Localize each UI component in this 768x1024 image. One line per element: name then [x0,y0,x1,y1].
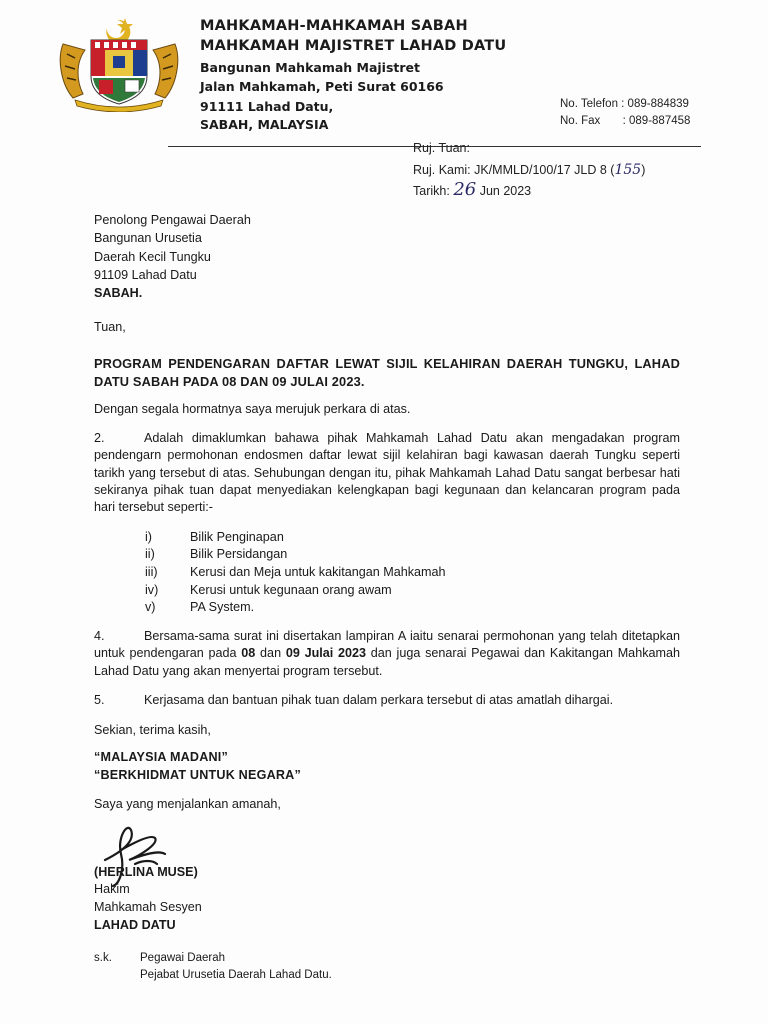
paragraph-2-text: Adalah dimaklumkan bahawa pihak Mahkamah Lahad Datu akan mengadakan program pendengarn permohonan endosmen daftar lewat sijil kelahiran bagi kawasan daerah Tungku seperti tarikh yang tersebut di atas. Sehubungan dengan itu, pihak Mahkamah Lahad Datu sangat berbesar hati sekiranya pihak tuan dapat menyediakan kelengkapan bagi kegunaan dan kelancaran program pada hari tersebut seperti:- [94,431,680,515]
paragraph-4-number: 4. [94,629,105,643]
list-item-number: iii) [145,565,158,579]
fax-number: No. Fax : 089-887458 [560,115,691,127]
address-line3: 91111 Lahad Datu, [200,99,334,114]
recipient-line3: Daerah Kecil Tungku [94,250,211,264]
sk-label: s.k. [94,952,112,964]
paragraph-5-number: 5. [94,693,105,707]
subject-heading: PROGRAM PENDENGARAN DAFTAR LEWAT SIJIL KELAHIRAN DAERAH TUNGKU, LAHAD DATU SABAH PADA 08 DAN 09 JULAI 2023. [94,356,680,389]
recipient-line5: SABAH. [94,286,143,300]
recipient-line1: Penolong Pengawai Daerah [94,213,251,227]
phone-number: No. Telefon : 089-884839 [560,98,689,110]
paragraph-5 [94,692,680,709]
list-item-number: iv) [145,583,159,597]
paragraph-2-number: 2. [94,431,105,445]
paragraph-4-text-a: Bersama-sama surat ini disertakan lampiran A iaitu senarai permohonan yang telah ditetapkan untuk pendengaran pada [94,629,680,661]
list-item-text: Kerusi dan Meja untuk kakitangan Mahkamah [190,565,446,579]
tarikh-label: Tarikh: [413,184,450,198]
list-item-text: PA System. [190,600,255,614]
salutation: Tuan, [94,320,126,334]
ruj-kami-text: Ruj. Kami: JK/MMLD/100/17 JLD 8 ( [413,163,615,177]
ruj-kami-handwritten: 155 [614,162,642,178]
signer-name: (HERLINA MUSE) [94,865,198,879]
paragraph-4-text-e: dan juga senarai Pegawai dan Kakitangan Mahkamah Lahad Datu yang akan menyertai program tersebut. [94,646,680,678]
paragraph-2 [94,430,680,516]
ruj-kami [413,162,645,178]
closing: Sekian, terima kasih, [94,723,211,737]
court-name-line1: MAHKAMAH-MAHKAMAH SABAH [200,18,468,34]
sk-line1: Pegawai Daerah [140,952,226,964]
motto-1: “MALAYSIA MADANI” [94,750,229,764]
signer-place: LAHAD DATU [94,918,176,932]
recipient-line4: 91109 Lahad Datu [94,268,197,282]
list-item-text: Bilik Persidangan [190,547,288,561]
list-item-text: Kerusi untuk kegunaan orang awam [190,583,392,597]
tarikh-day-handwritten: 26 [453,179,477,200]
list-item-number: ii) [145,547,155,561]
signer-court: Mahkamah Sesyen [94,900,202,914]
paragraph-4 [94,628,680,680]
tarikh-rest: Jun 2023 [479,184,532,198]
address-line1: Bangunan Mahkamah Majistret [200,60,421,75]
list-item-number: v) [145,600,156,614]
ruj-tuan: Ruj. Tuan: [413,141,470,155]
list-item-number: i) [145,530,152,544]
paragraph-5-text: Kerjasama dan bantuan pihak tuan dalam perkara tersebut di atas amatlah dihargai. [144,693,614,707]
paragraph-4-date-09: 09 Julai 2023 [285,646,367,661]
amanah-line: Saya yang menjalankan amanah, [94,797,281,811]
paragraph-4-date-08: 08 [241,646,256,661]
paragraph-1: Dengan segala hormatnya saya merujuk perkara di atas. [94,402,411,416]
motto-2: “BERKHIDMAT UNTUK NEGARA” [94,768,301,782]
address-line2: Jalan Mahkamah, Peti Surat 60166 [200,79,444,94]
address-line4: SABAH, MALAYSIA [200,117,329,132]
sk-line2: Pejabat Urusetia Daerah Lahad Datu. [140,969,332,981]
court-name-line2: MAHKAMAH MAJISTRET LAHAD DATU [200,38,507,54]
ruj-kami-close: ) [641,163,646,177]
coat-of-arms-crest-icon [55,14,183,112]
tarikh [413,179,531,200]
list-item-text: Bilik Penginapan [190,530,284,544]
recipient-line2: Bangunan Urusetia [94,231,202,245]
signer-title: Hakim [94,882,130,896]
paragraph-4-text-c: dan [255,646,286,661]
